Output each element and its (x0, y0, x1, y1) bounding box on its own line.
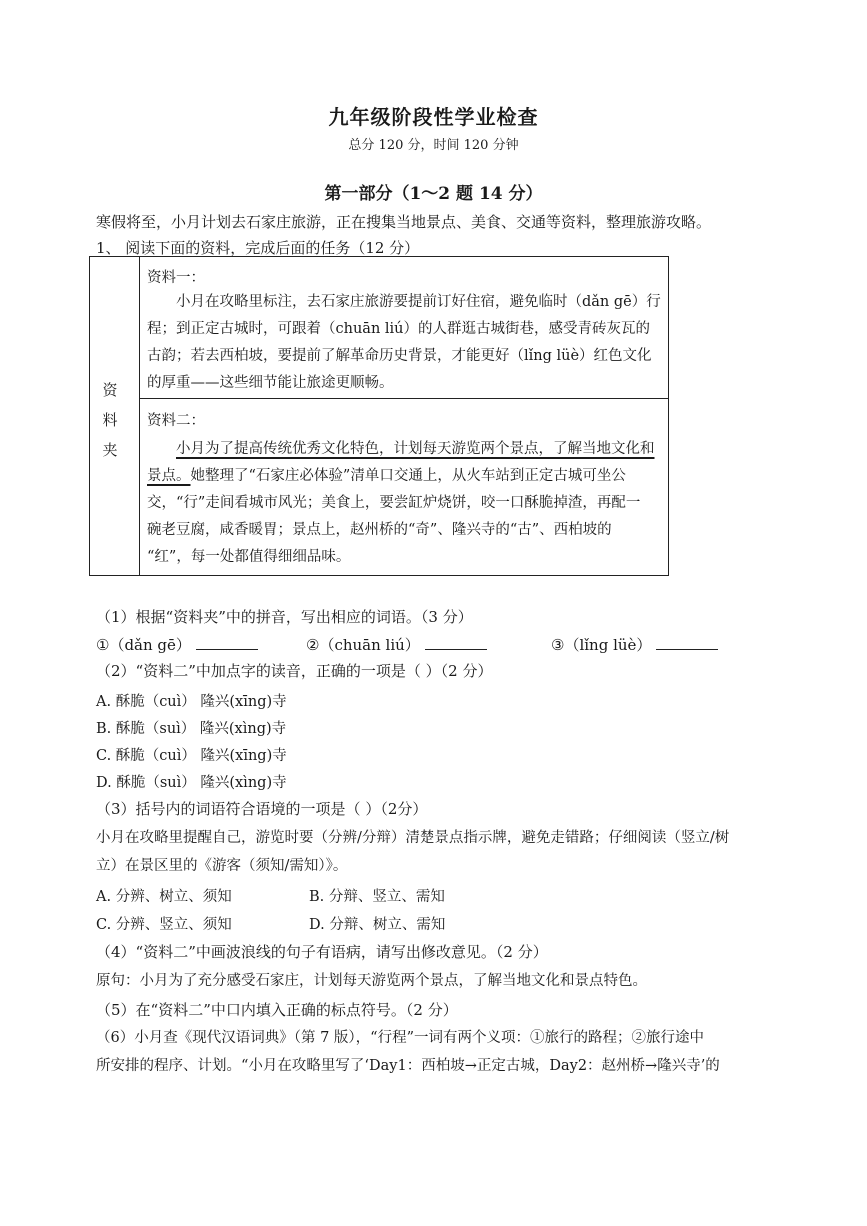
blank-3-pinyin: ③（lǐng lüè） (551, 636, 652, 654)
blank-3-group (551, 635, 718, 655)
blank-2-pinyin: ②（chuān liú） (306, 636, 420, 654)
blank-1-group (96, 635, 258, 655)
side-label-char-3: 夹 (102, 441, 118, 459)
side-label-char-1: 资 (102, 381, 118, 399)
q3-option-a[interactable]: A. 分辨、树立、须知 (96, 889, 232, 905)
question-1-1: （1）根据“资料夹”中的拼音，写出相应的词语。（3 分） (96, 608, 473, 626)
material-2-line: “红”，每一处都值得细细品味。 (147, 549, 351, 565)
part-heading: 第一部分（1～2 题 14 分） (324, 184, 543, 204)
blank-1-line[interactable] (196, 635, 258, 650)
q3-context-line-1: 小月在攻略里提醒自己，游览时要（分辨/分辩）清楚景点指示牌，避免走错路；仔细阅读（竖立/树 (96, 830, 730, 846)
question-1-4: （4）“资料二”中画波浪线的句子有语病，请写出修改意见。（2 分） (96, 943, 548, 961)
q3-option-d[interactable]: D. 分辩、树立、需知 (309, 917, 446, 933)
material-1-line: 的厚重——这些细节能让旅途更顺畅。 (147, 375, 394, 391)
wavy-sentence-part-1: 小月为了提高传统优秀文化特色，计划每天游览两个景点，了解当地文化和 (176, 441, 655, 457)
q2-option-c[interactable]: C. 酥脆（cuì） 隆兴(xīng)寺 (96, 748, 287, 764)
exam-title: 九年级阶段性学业检查 (328, 105, 539, 129)
material-2-text (147, 436, 662, 571)
material-1-title: 资料一： (147, 270, 205, 286)
question-1-heading: 1、 阅读下面的资料，完成后面的任务（12 分） (96, 239, 420, 257)
question-1-3: （3）括号内的词语符合语境的一项是（ ）（2分） (96, 800, 428, 818)
exam-subtitle: 总分 120 分，时间 120 分钟 (348, 138, 519, 153)
q3-context-line-2: 立）在景区里的《游客（须知/需知）》。 (96, 858, 348, 874)
material-2-line: 她整理了“石家庄必体验”清单口交通上，从火车站到正定古城可坐公 (190, 468, 626, 484)
material-2-title: 资料二： (147, 413, 205, 429)
q3-option-c[interactable]: C. 分辨、竖立、须知 (96, 917, 232, 933)
blank-2-line[interactable] (425, 635, 487, 650)
material-1-line: 程；到正定古城时，可跟着（chuān liú）的人群逛古城街巷，感受青砖灰瓦的 (147, 321, 651, 337)
q3-option-b[interactable]: B. 分辩、竖立、需知 (309, 889, 445, 905)
question-1-5: （5）在“资料二”中口内填入正确的标点符号。（2 分） (96, 1001, 458, 1019)
question-1-6-line-2: 所安排的程序、计划。“小月在攻略里写了‘Day1：西柏坡→正定古城，Day2：赵州桥→隆兴寺’的 (96, 1058, 720, 1074)
blank-3-line[interactable] (656, 635, 718, 650)
q4-original-sentence: 原句：小月为了充分感受石家庄，计划每天游览两个景点，了解当地文化和景点特色。 (96, 973, 647, 989)
blank-2-group (306, 635, 487, 655)
q2-option-d[interactable]: D. 酥脆（suì） 隆兴(xìng)寺 (96, 775, 287, 791)
wavy-sentence-part-2: 景点。 (147, 468, 191, 484)
question-1-6-line-1: （6）小月查《现代汉语词典》（第 7 版），“行程”一词有两个义项：①旅行的路程；②旅行途中 (96, 1030, 704, 1046)
side-divider (139, 256, 140, 576)
intro-text: 寒假将至，小月计划去石家庄旅游，正在搜集当地景点、美食、交通等资料，整理旅游攻略。 (96, 213, 712, 231)
question-1-2: （2）“资料二”中加点字的读音，正确的一项是（ ）（2 分） (96, 662, 493, 680)
material-2-line: 交，“行”走间看城市风光；美食上，要尝缸炉烧饼，咬一口酥脆掉渣，再配一 (147, 495, 641, 511)
q2-option-a[interactable]: A. 酥脆（cuì） 隆兴(xīng)寺 (96, 694, 287, 710)
blank-1-pinyin: ①（dǎn gē） (96, 636, 191, 654)
material-1-line: 小月在攻略里标注，去石家庄旅游要提前订好住宿，避免临时（dǎn gē）行 (176, 294, 661, 310)
material-1-line: 古韵；若去西柏坡，要提前了解革命历史背景，才能更好（lǐng lüè）红色文化 (147, 348, 652, 364)
material-divider (139, 398, 668, 399)
material-2-line: 碗老豆腐，咸香暖胃；景点上，赵州桥的“奇”、隆兴寺的“古”、西柏坡的 (147, 522, 612, 538)
q2-option-b[interactable]: B. 酥脆（suì） 隆兴(xìng)寺 (96, 721, 287, 737)
material-1-text (147, 289, 662, 397)
side-label-char-2: 料 (102, 411, 118, 429)
